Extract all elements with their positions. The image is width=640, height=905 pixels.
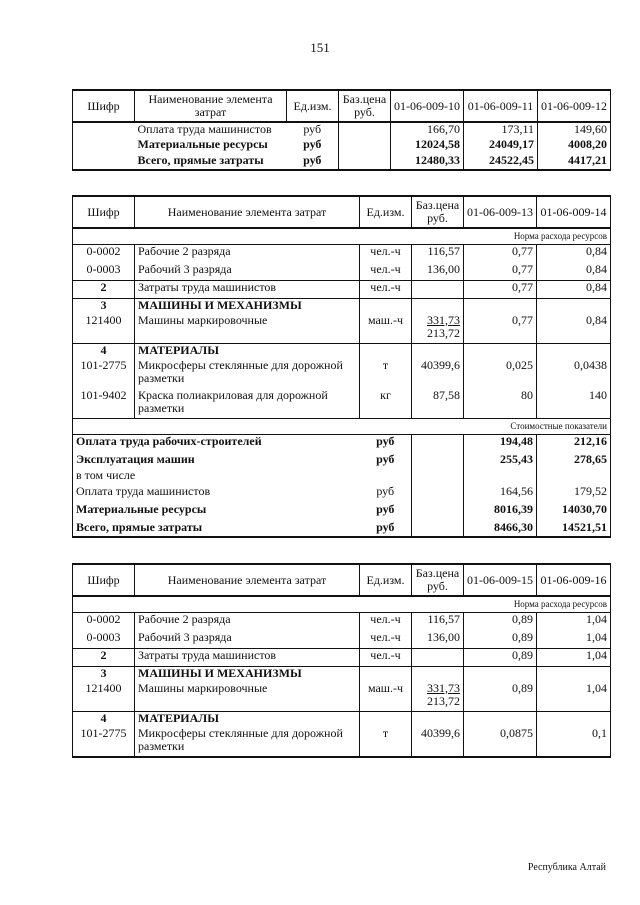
col-header-code-10: 01-06-009-10: [391, 90, 464, 122]
row-value: 1,04: [537, 649, 611, 667]
col-header-name: Наименование элемента затрат: [135, 90, 287, 122]
col-header-code-14: 01-06-009-14: [537, 196, 611, 228]
total-unit: руб: [376, 502, 395, 516]
row-name: Микросферы стеклянные для дорожной разметки: [135, 727, 360, 757]
row-unit: кг: [360, 389, 412, 419]
row-price: 40399,6: [412, 359, 464, 389]
row-value: 80: [464, 389, 537, 419]
row-value: 1,04: [537, 631, 611, 649]
row-unit: чел.-ч: [360, 281, 412, 299]
total-name: Оплата труда рабочих-строителей: [73, 435, 360, 453]
total-row: [73, 485, 611, 503]
total-unit: руб: [376, 484, 395, 498]
row-code: 0-0002: [73, 245, 135, 263]
section-header: [73, 712, 611, 727]
total-row: [73, 521, 611, 537]
norm-label: Норма расхода ресурсов: [73, 596, 611, 613]
total-name: Оплата труда машинистов: [73, 485, 360, 503]
row-value: 0,89: [464, 613, 537, 631]
row-code: 0-0003: [73, 631, 135, 649]
row-value: 0,77: [464, 281, 537, 299]
row-value: 0,89: [464, 682, 537, 712]
section-title: МАТЕРИАЛЫ: [135, 344, 360, 359]
row-code: 2: [73, 649, 135, 667]
total-unit: руб: [360, 521, 412, 537]
row-value: 0,1: [537, 727, 611, 757]
total-name: в том числе: [73, 469, 360, 485]
row-value: 0,84: [537, 245, 611, 263]
footer-region: Республика Алтай: [527, 862, 606, 873]
col-header-code-16: 01-06-009-16: [537, 564, 611, 596]
row-name: Материальные ресурсы: [137, 138, 268, 151]
row-value: 4008,20: [538, 138, 611, 154]
row-value: 12480,33: [391, 154, 464, 170]
table-row: [73, 359, 611, 389]
col-header-price: Баз.цена руб.: [412, 196, 464, 228]
total-value: 278,65: [537, 453, 611, 469]
total-value: 179,52: [537, 485, 611, 503]
row-name: Затраты труда машинистов: [135, 649, 360, 667]
row-unit: руб: [303, 138, 322, 151]
row-value: 0,77: [464, 314, 537, 344]
col-header-code: Шифр: [73, 564, 135, 596]
row-value: 24522,45: [464, 154, 538, 170]
section-code: 4: [73, 712, 135, 727]
total-unit: руб: [376, 434, 395, 448]
row-value: 0,89: [464, 631, 537, 649]
row-unit: чел.-ч: [360, 613, 412, 631]
page-number: 151: [310, 40, 330, 55]
total-value: 212,16: [537, 435, 611, 453]
col-header-name: Наименование элемента затрат: [135, 196, 360, 228]
cost-label: Стоимостные показатели: [73, 419, 611, 435]
row-value: 0,025: [464, 359, 537, 389]
row-code: 2: [73, 281, 135, 299]
table-row: [73, 389, 611, 419]
col-header-price: Баз.цена руб.: [339, 90, 391, 122]
row-value: 1,04: [537, 682, 611, 712]
row-name: Всего, прямые затраты: [135, 154, 287, 170]
row-unit: чел.-ч: [360, 649, 412, 667]
cost-table-1: [72, 89, 611, 171]
row-value: 149,60: [538, 122, 611, 138]
row-value: 12024,58: [391, 138, 464, 154]
section-code: 4: [73, 344, 135, 359]
col-header-price: Баз.цена руб.: [412, 564, 464, 596]
col-header-code-15: 01-06-009-15: [464, 564, 537, 596]
row-value: 0,89: [464, 649, 537, 667]
table-row: [73, 154, 611, 170]
table-row: [73, 138, 611, 154]
row-name: Краска полиакриловая для дорожной разметки: [135, 389, 360, 419]
row-price: 136,00: [412, 631, 464, 649]
row-value: 0,77: [464, 263, 537, 281]
table-row: [73, 314, 611, 344]
row-name: Затраты труда машинистов: [135, 281, 360, 299]
row-price: 116,57: [412, 613, 464, 631]
row-value: 0,84: [537, 281, 611, 299]
row-value: 1,04: [537, 613, 611, 631]
total-row: [73, 469, 611, 485]
row-code: 101-2775: [73, 727, 135, 757]
total-value: 14521,51: [537, 521, 611, 537]
table-row: [73, 649, 611, 667]
row-code: 101-9402: [73, 389, 135, 419]
row-name: Рабочие 2 разряда: [135, 613, 360, 631]
row-code: 121400: [73, 314, 135, 344]
total-value: 8016,39: [464, 503, 537, 521]
row-value: 140: [537, 389, 611, 419]
row-price: 116,57: [412, 245, 464, 263]
total-name: Эксплуатация машин: [73, 453, 360, 469]
row-unit: маш.-ч: [360, 682, 412, 712]
row-value: 173,11: [464, 122, 538, 138]
total-name: Всего, прямые затраты: [73, 521, 360, 537]
row-name: Машины маркировочные: [135, 682, 360, 712]
total-name: Материальные ресурсы: [73, 503, 360, 521]
row-name: Рабочий 3 разряда: [135, 263, 360, 281]
row-unit: чел.-ч: [360, 245, 412, 263]
row-code: 0-0002: [73, 613, 135, 631]
cost-table-2: [72, 195, 611, 538]
table-row: [73, 727, 611, 757]
section-code: 3: [73, 299, 135, 314]
section-header: [73, 299, 611, 314]
col-header-unit: Ед.изм.: [360, 564, 412, 596]
section-title: МАТЕРИАЛЫ: [135, 712, 360, 727]
row-code: 121400: [73, 682, 135, 712]
row-value: 0,0438: [537, 359, 611, 389]
table-row: [73, 281, 611, 299]
row-value: 0,84: [537, 263, 611, 281]
table-row: [73, 122, 611, 138]
row-code: 101-2775: [73, 359, 135, 389]
total-value: 194,48: [464, 435, 537, 453]
row-unit: руб: [303, 122, 322, 136]
total-row: [73, 453, 611, 469]
section-header: [73, 344, 611, 359]
total-value: 164,56: [464, 485, 537, 503]
row-unit: чел.-ч: [360, 263, 412, 281]
col-header-name: Наименование элемента затрат: [135, 564, 360, 596]
row-unit: т: [360, 727, 412, 757]
total-row: [73, 503, 611, 521]
row-price: [412, 281, 464, 299]
col-header-code: Шифр: [73, 90, 135, 122]
table-row: [73, 245, 611, 263]
row-unit: маш.-ч: [360, 314, 412, 344]
row-name: Рабочие 2 разряда: [135, 245, 360, 263]
row-name: Микросферы стеклянные для дорожной разметки: [135, 359, 360, 389]
row-name: Оплата труда машинистов: [137, 122, 272, 136]
row-price: 331,73 213,72: [412, 682, 464, 712]
row-value: 0,77: [464, 245, 537, 263]
row-price: 87,58: [412, 389, 464, 419]
total-unit: руб: [376, 452, 395, 466]
row-price: [412, 649, 464, 667]
total-value: 255,43: [464, 453, 537, 469]
section-code: 3: [73, 667, 135, 682]
row-value: 0,0875: [464, 727, 537, 757]
section-header: [73, 667, 611, 682]
norm-label: Норма расхода ресурсов: [73, 228, 611, 245]
table-row: [73, 682, 611, 712]
row-value: 0,84: [537, 314, 611, 344]
total-value: 8466,30: [464, 521, 537, 537]
col-header-code-12: 01-06-009-12: [538, 90, 611, 122]
cost-table-3: [72, 563, 611, 758]
row-value: 24049,17: [464, 138, 538, 154]
col-header-unit: Ед.изм.: [360, 196, 412, 228]
table-row: [73, 631, 611, 649]
row-code: 0-0003: [73, 263, 135, 281]
col-header-code: Шифр: [73, 196, 135, 228]
row-unit: руб: [287, 154, 339, 170]
section-title: МАШИНЫ И МЕХАНИЗМЫ: [135, 667, 360, 682]
row-price: 136,00: [412, 263, 464, 281]
col-header-unit: Ед.изм.: [287, 90, 339, 122]
col-header-code-11: 01-06-009-11: [464, 90, 538, 122]
row-unit: чел.-ч: [360, 631, 412, 649]
row-name: Рабочий 3 разряда: [135, 631, 360, 649]
total-row: [73, 435, 611, 453]
row-price: 331,73 213,72: [412, 314, 464, 344]
table-row: [73, 613, 611, 631]
section-title: МАШИНЫ И МЕХАНИЗМЫ: [135, 299, 360, 314]
row-value: 166,70: [391, 122, 464, 138]
total-value: 14030,70: [537, 503, 611, 521]
row-unit: т: [360, 359, 412, 389]
col-header-code-13: 01-06-009-13: [464, 196, 537, 228]
row-value: 4417,21: [538, 154, 611, 170]
row-price: 40399,6: [412, 727, 464, 757]
table-row: [73, 263, 611, 281]
row-name: Машины маркировочные: [135, 314, 360, 344]
